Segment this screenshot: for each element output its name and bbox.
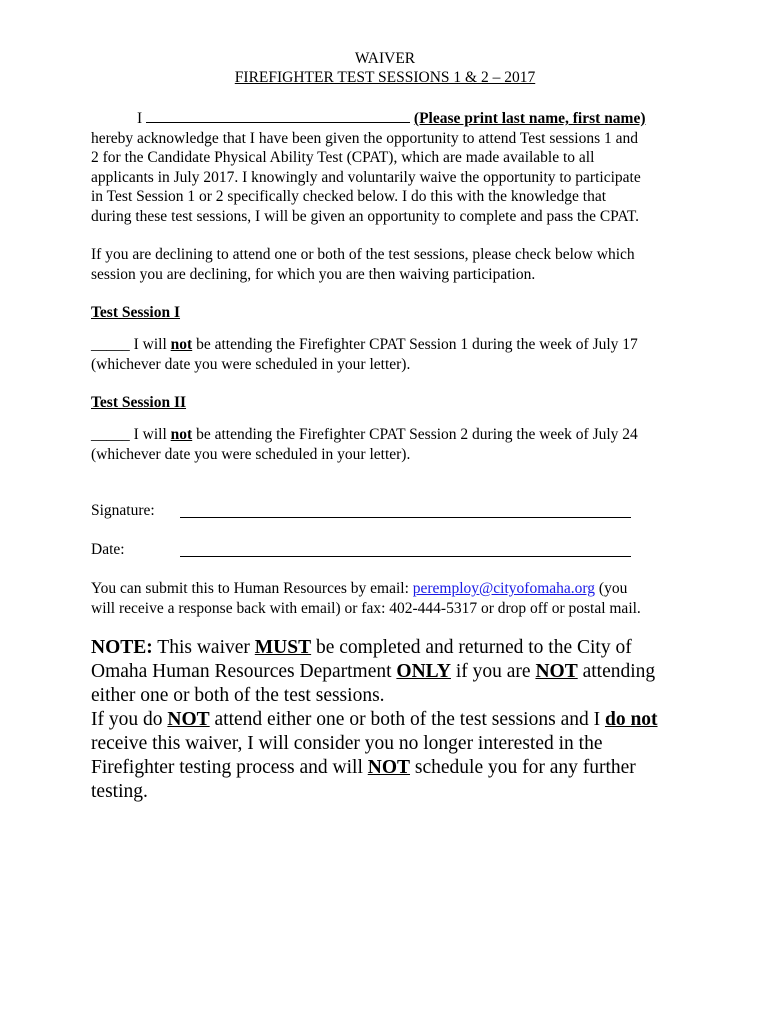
session1-line2: (whichever date you were scheduled in your letter).: [91, 355, 411, 373]
session1-emph: not: [170, 336, 193, 353]
document-subtitle: FIREFIGHTER TEST SESSIONS 1 & 2 – 2017: [234, 69, 536, 86]
signature-label: Signature:: [91, 502, 155, 519]
note-block: [91, 636, 691, 804]
session2-heading: Test Session II: [91, 394, 187, 411]
intro-line: in Test Session 1 or 2 specifically checked below. I do this with the knowledge that: [91, 188, 607, 205]
intro-line: during these test sessions, I will be given an opportunity to complete and pass the CPAT.: [91, 207, 640, 225]
submit-pre: You can submit this to Human Resources by email:: [91, 580, 409, 597]
note-emph: NOT: [167, 709, 210, 730]
note-text: either one or both of the test sessions.: [91, 685, 385, 706]
session2-option[interactable]: [91, 425, 691, 464]
note-emph: NOT: [367, 757, 410, 778]
session2-check-blank[interactable]: _____: [91, 426, 130, 443]
note-text: testing.: [91, 781, 148, 802]
declining-paragraph: [91, 245, 691, 284]
note-label: NOTE:: [91, 637, 153, 658]
note-text: attending: [582, 661, 656, 682]
document-title: WAIVER: [354, 50, 416, 67]
submit-paragraph: [91, 579, 691, 618]
note-text: schedule you for any further: [414, 757, 636, 778]
name-blank[interactable]: [146, 109, 410, 123]
email-link[interactable]: peremploy@cityofomaha.org: [412, 580, 596, 597]
note-emph: do not: [604, 709, 658, 730]
declining-line: If you are declining to attend one or both of the test sessions, please check below which: [91, 246, 635, 263]
session1-check-blank[interactable]: _____: [91, 336, 130, 353]
session2-line2: (whichever date you were scheduled in your letter).: [91, 445, 411, 463]
session1-post: be attending the Firefighter CPAT Session 1 during the week of July 17: [196, 336, 638, 353]
intro-paragraph: [91, 109, 691, 226]
session2-emph: not: [170, 426, 193, 443]
note-text: If you do: [91, 709, 163, 730]
note-text: This waiver: [157, 637, 250, 658]
intro-line: 2 for the Candidate Physical Ability Test (CPAT), which are made available to all: [91, 149, 595, 166]
declining-line: session you are declining, for which you are then waiving participation.: [91, 265, 536, 283]
note-text: attend either one or both of the test sessions and I: [214, 709, 601, 730]
date-field[interactable]: [180, 541, 631, 557]
intro-line: applicants in July 2017. I knowingly and voluntarily waive the opportunity to participate: [91, 168, 641, 186]
session2-pre: I will: [133, 426, 167, 443]
note-emph: MUST: [254, 637, 312, 658]
date-label: Date:: [91, 541, 125, 558]
note-text: receive this waiver, I will consider you no longer interested in the: [91, 733, 603, 754]
note-text: if you are: [455, 661, 531, 682]
session1-heading: Test Session I: [91, 304, 181, 321]
note-text: be completed and returned to the City of: [316, 637, 632, 658]
session1-pre: I will: [133, 336, 167, 353]
signature-field[interactable]: [180, 502, 631, 518]
note-text: Omaha Human Resources Department: [91, 661, 392, 682]
name-instruction: (Please print last name, first name): [413, 110, 646, 127]
submit-post: (you: [598, 580, 628, 597]
intro-lead: I: [137, 110, 143, 127]
submit-line2: will receive a response back with email) or fax: 402-444-5317 or drop off or postal mail.: [91, 599, 641, 617]
name-line: [91, 109, 691, 129]
session1-option[interactable]: [91, 335, 691, 374]
intro-line: hereby acknowledge that I have been given the opportunity to attend Test sessions 1 and: [91, 129, 639, 147]
session2-post: be attending the Firefighter CPAT Session 2 during the week of July 24: [196, 426, 638, 443]
note-emph: NOT: [535, 661, 578, 682]
note-text: Firefighter testing process and will: [91, 757, 363, 778]
note-emph: ONLY: [396, 661, 451, 682]
